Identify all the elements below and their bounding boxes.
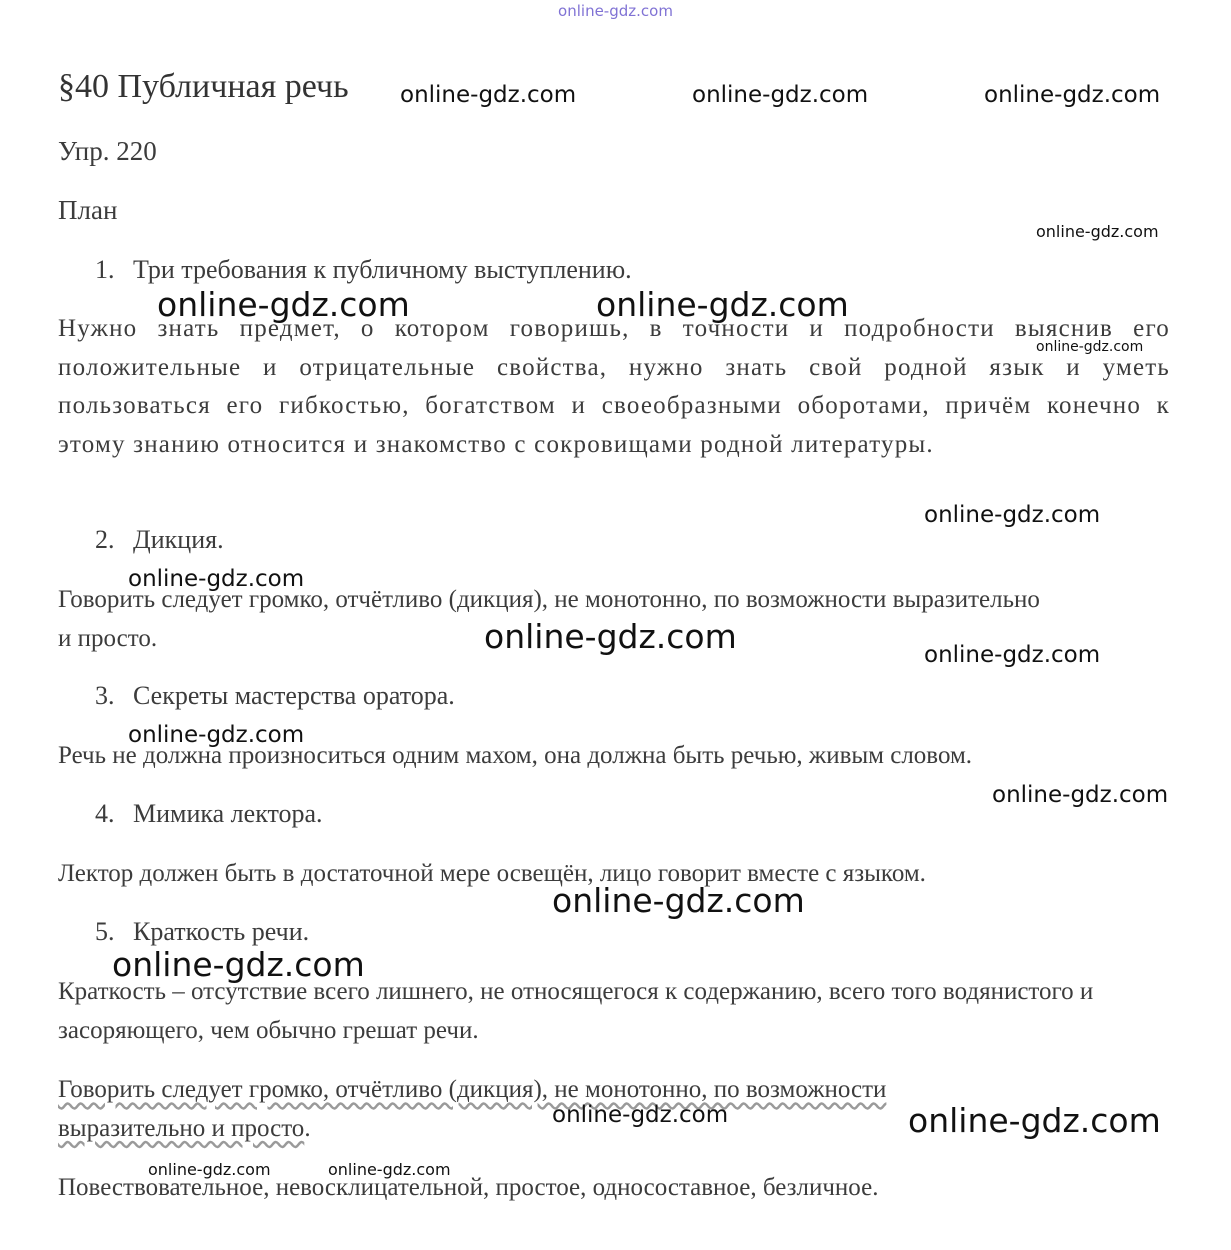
plan-item-number: 5. — [95, 917, 115, 946]
plan-item-1 — [95, 255, 632, 285]
paragraph-2: Говорить следует громко, отчётливо (дикция), не монотонно, по возможности выразительно и просто. — [58, 586, 1040, 652]
watermark: online-gdz.com — [112, 945, 365, 984]
watermark: online-gdz.com — [1036, 339, 1144, 355]
plan-item-text: Дикция. — [133, 525, 224, 554]
paragraph-4: Лектор должен быть в достаточной мере освещён, лицо говорит вместе с языком. — [58, 860, 926, 887]
plan-item-number: 1. — [95, 255, 115, 284]
watermark: online-gdz.com — [328, 1160, 451, 1179]
plan-item-text: Мимика лектора. — [133, 799, 323, 828]
watermark: online-gdz.com — [148, 1160, 271, 1179]
watermark: online-gdz.com — [596, 285, 849, 324]
watermark: online-gdz.com — [552, 1102, 729, 1128]
plan-item-text: Секреты мастерства оратора. — [133, 681, 455, 710]
exercise-number: Упр. 220 — [58, 136, 157, 166]
parsed-line-2: выразительно и просто — [58, 1114, 305, 1142]
plan-item-number: 4. — [95, 799, 115, 828]
watermark: online-gdz.com — [157, 285, 410, 324]
plan-item-5 — [95, 917, 309, 947]
watermark: online-gdz.com — [552, 881, 805, 920]
watermark: online-gdz.com — [128, 566, 305, 592]
watermark: online-gdz.com — [924, 642, 1101, 668]
parsed-line-1: Говорить следует громко, отчётливо (дикция), не монотонно, по возможности — [58, 1076, 887, 1103]
watermark: online-gdz.com — [908, 1101, 1161, 1140]
plan-item-text: Три требования к публичному выступлению. — [133, 255, 632, 284]
watermark: online-gdz.com — [692, 82, 869, 108]
plan-item-number: 3. — [95, 681, 115, 710]
paragraph-3: Речь не должна произноситься одним махом, она должна быть речью, живым словом. — [58, 742, 973, 769]
watermark: online-gdz.com — [484, 617, 737, 656]
plan-item-3 — [95, 681, 455, 711]
plan-item-number: 2. — [95, 525, 115, 554]
watermark: online-gdz.com — [400, 82, 577, 108]
parsed-end: . — [304, 1114, 311, 1142]
plan-item-2 — [95, 525, 224, 555]
watermark: online-gdz.com — [128, 722, 305, 748]
plan-label: План — [58, 195, 118, 225]
plan-item-text: Краткость речи. — [133, 917, 310, 946]
watermark: online-gdz.com — [1036, 222, 1159, 241]
paragraph-1: Нужно знать предмет, о котором говоришь, в точности и подробности выяснив его положительные и отрицательные свойства, нужно знать свой родной язык и уметь пользоваться его гибкостью, богатством и своеобразными оборотами, причём конечно к этому знанию относится и знакомство с сокровищами родной литературы. — [58, 315, 1170, 458]
watermark: online-gdz.com — [992, 782, 1169, 808]
watermark: online-gdz.com — [984, 82, 1161, 108]
header-link[interactable]: online-gdz.com — [558, 2, 673, 20]
sentence-analysis: Повествовательное, невосклицательной, простое, односоставное, безличное. — [58, 1174, 879, 1201]
watermark: online-gdz.com — [924, 502, 1101, 528]
paragraph-5: Краткость – отсутствие всего лишнего, не относящегося к содержанию, всего того водянистого и засоряющего, чем обычно грешат речи. — [58, 978, 1094, 1044]
page-title: §40 Публичная речь — [58, 68, 349, 105]
plan-item-4 — [95, 799, 323, 829]
